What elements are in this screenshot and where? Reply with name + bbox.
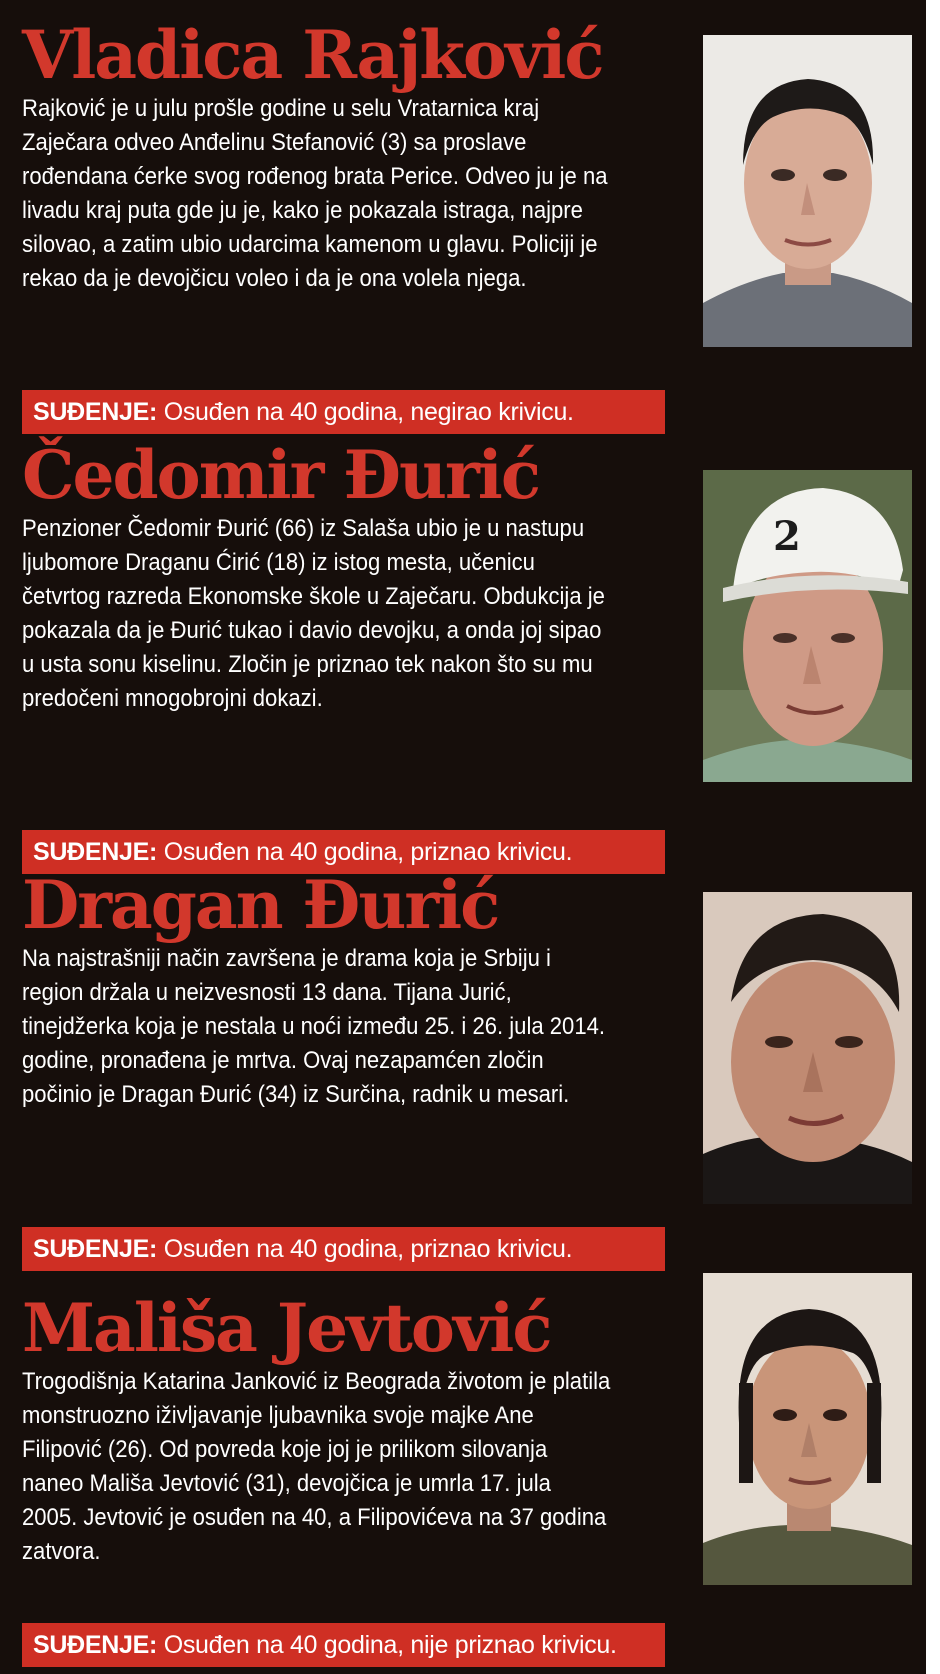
entry-name: Mališa Jevtović (22, 1289, 551, 1367)
verdict-bar (22, 390, 665, 434)
verdict-label: SUĐENJE: (33, 1631, 158, 1659)
verdict-text: Osuđen na 40 godina, negirao krivicu. (163, 398, 574, 426)
verdict-text: Osuđen na 40 godina, priznao krivicu. (163, 1235, 573, 1263)
verdict-label: SUĐENJE: (33, 398, 158, 426)
verdict-text: Osuđen na 40 godina, priznao krivicu. (163, 838, 573, 866)
entry-name: Dragan Đurić (22, 866, 499, 944)
entry-description: Penzioner Čedomir Đurić (66) iz Salaša ubio je u nastupu ljubomore Draganu Ćirić (18) iz istog mesta, učenicu četvrtog razreda Ekonomske škole u Zaječaru. Obdukcija je pokazala da je Đurić tukao i davio devojku, a onda joj sipao u usta sonu kiselinu. Zločin je priznao tek nakon što su mu predočeni mnogobrojni dokazi. (22, 515, 605, 712)
entry-description: Rajković je u julu prošle godine u selu Vratarnica kraj Zaječara odveo Anđelinu Stefanović (3) sa proslave rođendana ćerke svog rođenog brata Perice. Odveo ju je na livadu kraj puta gde ju je, kako je pokazala istraga, najpre silovao, a zatim ubio udarcima kamenom u glavu. Policiji je rekao da je devojčicu voleo i da je ona volela njega. (22, 95, 608, 292)
entry-name: Vladica Rajković (22, 16, 603, 94)
entry-description: Trogodišnja Katarina Janković iz Beograda životom je platila monstruozno iživljavanje ljubavnika svoje majke Ane Filipović (26). Od povreda koje joj je prilikom silovanja naneo Mališa Jevtović (31), devojčica je umrla 17. jula 2005. Jevtović je osuđen na 40, a Filipovićeva na 37 godina zatvora. (22, 1368, 611, 1565)
right-edge-strip (926, 0, 940, 1674)
verdict-bar (22, 1227, 665, 1271)
entry-name: Čedomir Đurić (22, 436, 540, 514)
verdict-label: SUĐENJE: (33, 1235, 158, 1263)
verdict-label: SUĐENJE: (33, 838, 158, 866)
entry-description: Na najstrašniji način završena je drama koja je Srbiju i region držala u neizvesnosti 13 dana. Tijana Jurić, tinejdžerka koja je nestala u noći između 25. i 26. jula 2014. godine, pronađena je mrtva. Ovaj nezapamćen zločin počinio je Dragan Đurić (34) iz Surčina, radnik u mesari. (22, 945, 606, 1108)
portrait-photo (703, 470, 912, 782)
cap-logo-text: 2 (773, 513, 801, 560)
verdict-bar (22, 1623, 665, 1667)
portrait-photo (703, 892, 912, 1204)
portrait-photo (703, 1273, 912, 1585)
portrait-photo (703, 35, 912, 347)
verdict-text: Osuđen na 40 godina, nije priznao krivicu. (163, 1631, 617, 1659)
